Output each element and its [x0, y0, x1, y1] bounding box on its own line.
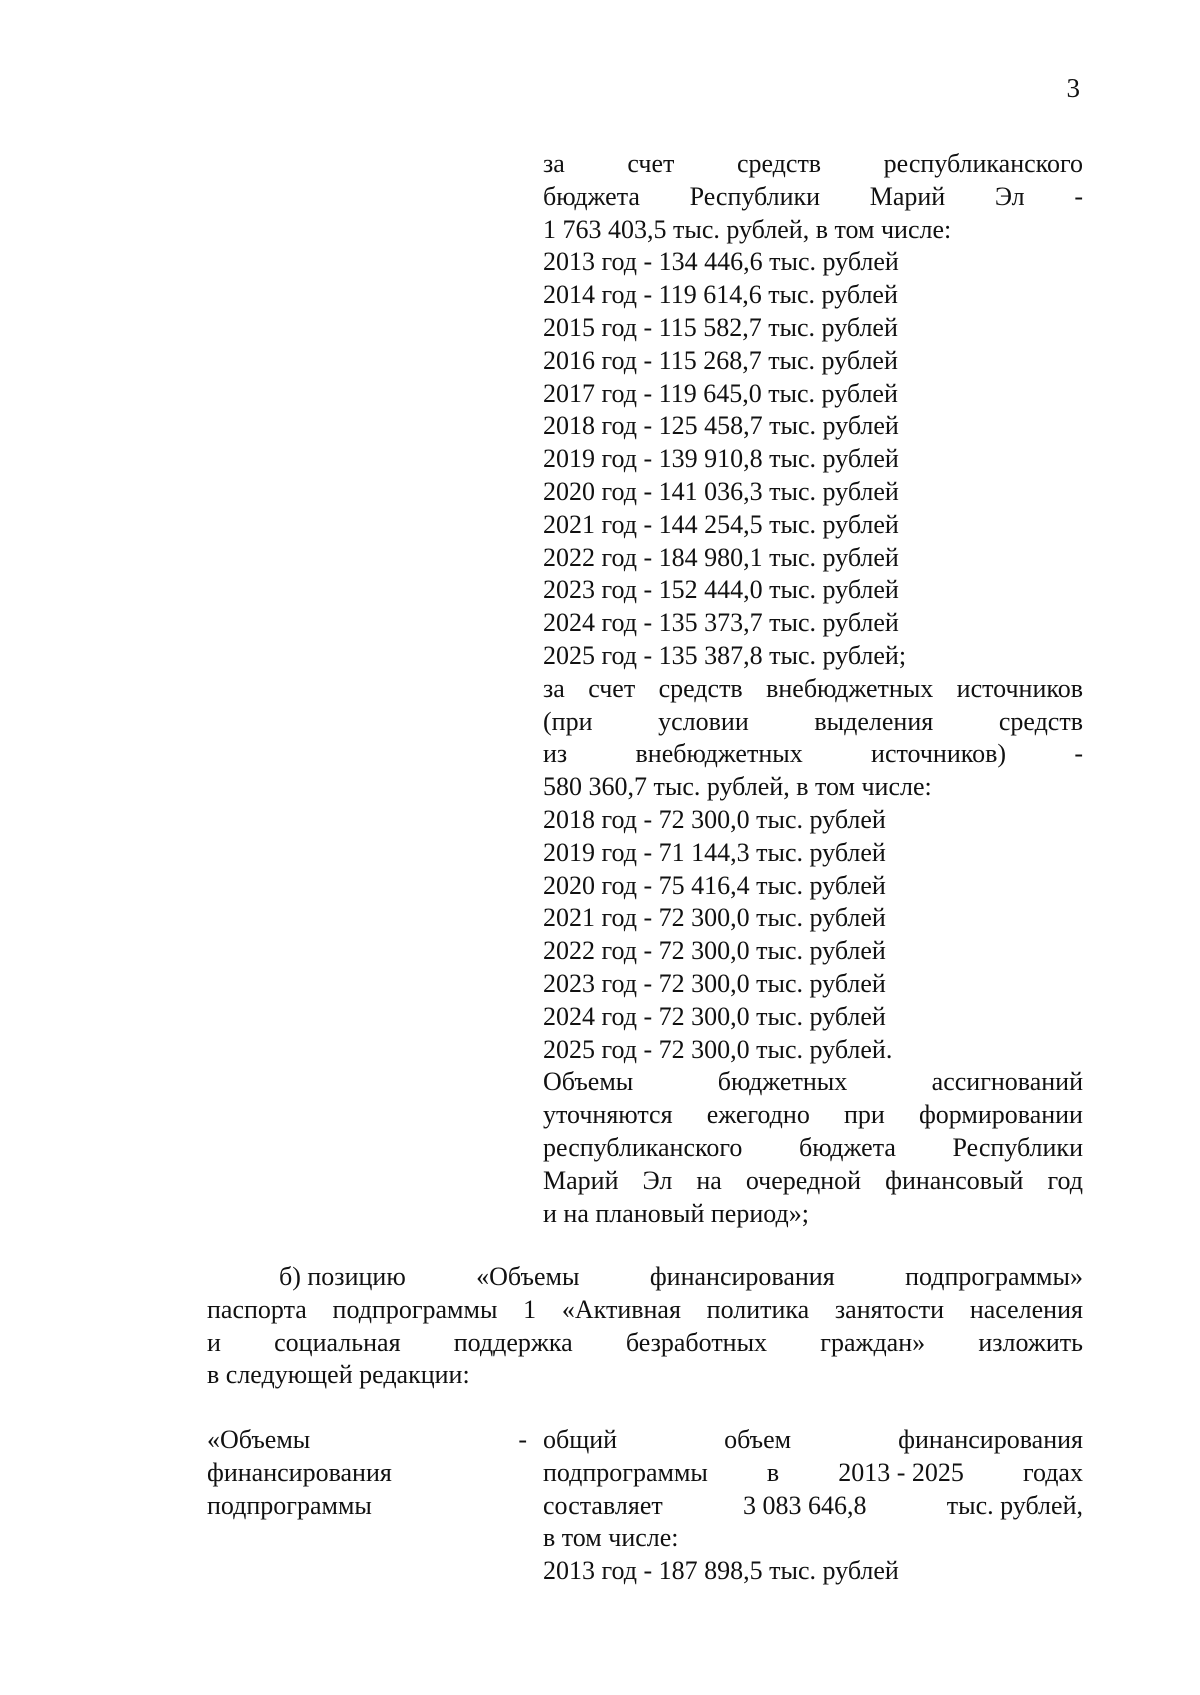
word: счет [588, 673, 636, 703]
word: внебюджетных [766, 673, 934, 703]
word: бюджета [798, 1132, 896, 1162]
word: - [1074, 181, 1083, 211]
word: социальная [274, 1327, 401, 1357]
word: из [543, 739, 568, 769]
word: в [766, 1457, 780, 1487]
year-amount-line: 2022 год - 72 300,0 тыс. рублей [543, 936, 886, 966]
year-amount-line: 2018 год - 125 458,7 тыс. рублей [543, 411, 899, 441]
word: финансирования [649, 1262, 835, 1291]
year-amount-line: 2024 год - 72 300,0 тыс. рублей [543, 1001, 886, 1031]
year-amount-line: 2021 год - 144 254,5 тыс. рублей [543, 509, 899, 539]
word: средств [998, 706, 1083, 736]
word: внебюджетных [635, 739, 803, 769]
year-amount-line: 2019 год - 71 144,3 тыс. рублей [543, 837, 886, 867]
word: Марий [869, 181, 946, 211]
word: финансовый [885, 1165, 1024, 1195]
word: очередной [745, 1165, 862, 1195]
republic-years-list [543, 246, 1083, 672]
word: за [543, 673, 565, 703]
text-line [543, 738, 1083, 771]
word: политика [706, 1294, 810, 1324]
passport-label-line: финансирования [207, 1457, 392, 1487]
text-line [543, 1132, 1083, 1165]
word: за [543, 149, 565, 178]
year-amount-line: 2016 год - 115 268,7 тыс. рублей [543, 345, 898, 375]
passport-label-line: подпрограммы [207, 1490, 372, 1520]
year-amount-line: 2015 год - 115 582,7 тыс. рублей [543, 312, 898, 342]
republic-budget-heading [543, 148, 1083, 214]
offbudget-total: 580 360,7 тыс. рублей, в том числе: [543, 772, 932, 802]
word: средств [658, 673, 743, 703]
word: занятости [834, 1294, 945, 1324]
word: Республики [952, 1132, 1083, 1162]
word: Республики [689, 181, 821, 211]
text-line [543, 1099, 1083, 1132]
offbudget-heading [543, 673, 1083, 771]
word: подпрограммы [332, 1294, 498, 1324]
text-line [543, 706, 1083, 739]
text-line [543, 181, 1083, 214]
word: средств [736, 149, 822, 178]
word: Марий [543, 1165, 619, 1195]
word: «Объемы [476, 1262, 580, 1291]
funding-continuation [543, 148, 1083, 1230]
year-amount-line: 2022 год - 184 980,1 тыс. рублей [543, 542, 899, 572]
budget-note [543, 1066, 1083, 1197]
word: источников [956, 673, 1083, 703]
word: объем [724, 1425, 792, 1454]
year-amount-line: 2019 год - 139 910,8 тыс. рублей [543, 444, 899, 474]
word: граждан» [820, 1327, 926, 1357]
page-number: 3 [1066, 73, 1080, 103]
text-line [207, 1327, 1083, 1360]
word: при [843, 1100, 885, 1130]
year-amount-line: 2023 год - 72 300,0 тыс. рублей [543, 968, 886, 998]
word: формировании [918, 1100, 1083, 1130]
word: безработных [625, 1327, 768, 1357]
text-line [543, 148, 1083, 181]
year-amount-line: 2020 год - 75 416,4 тыс. рублей [543, 870, 886, 900]
word: выделения [814, 706, 934, 736]
item-b-last-line: в следующей редакции: [207, 1360, 470, 1390]
offbudget-years-list [543, 804, 1083, 1066]
word: финансирования [898, 1425, 1083, 1454]
year-amount-line: 2025 год - 135 387,8 тыс. рублей; [543, 640, 907, 670]
year-amount-line: 2017 год - 119 645,0 тыс. рублей [543, 378, 898, 408]
word: бюджетных [717, 1067, 848, 1097]
word: Объемы [543, 1067, 634, 1097]
word: подпрограммы» [905, 1262, 1083, 1291]
word: населения [969, 1294, 1083, 1324]
text-line [543, 1457, 1083, 1490]
passport-position-value [543, 1424, 1083, 1588]
word: б) позицию [279, 1262, 406, 1291]
year-amount-line: 2023 год - 152 444,0 тыс. рублей [543, 575, 899, 605]
word: изложить [978, 1327, 1083, 1357]
text-line: в том числе: [543, 1523, 679, 1553]
word: «Активная [561, 1294, 681, 1324]
year-amount-line: 2013 год - 134 446,6 тыс. рублей [543, 247, 899, 277]
republic-budget-total: 1 763 403,5 тыс. рублей, в том числе: [543, 214, 952, 244]
word: поддержка [453, 1327, 573, 1357]
word: ассигнований [931, 1067, 1083, 1097]
word: паспорта [207, 1294, 307, 1324]
year-amount-line: 2018 год - 72 300,0 тыс. рублей [543, 804, 886, 834]
word: уточняются [543, 1100, 673, 1130]
word: бюджета [543, 181, 640, 211]
word: 3 083 646,8 [743, 1490, 867, 1520]
word: общий [543, 1425, 618, 1454]
text-line [543, 1066, 1083, 1099]
word: ежегодно [706, 1100, 810, 1130]
year-amount-line: 2020 год - 141 036,3 тыс. рублей [543, 476, 899, 506]
passport-label-first: «Объемы [207, 1425, 311, 1454]
passport-position-label [207, 1424, 527, 1522]
word: год [1047, 1165, 1083, 1195]
word: Эл [994, 181, 1025, 211]
text-line [543, 1424, 1083, 1457]
word: республиканского [543, 1132, 743, 1162]
word: Эл [642, 1165, 673, 1195]
word: республиканского [883, 149, 1083, 178]
year-amount-line: 2021 год - 72 300,0 тыс. рублей [543, 903, 886, 933]
text-line [207, 1294, 1083, 1327]
item-b-paragraph [207, 1261, 1083, 1392]
word: и [207, 1327, 221, 1357]
word: (при [543, 706, 593, 736]
text-line: 2013 год - 187 898,5 тыс. рублей [543, 1556, 899, 1586]
text-line [543, 673, 1083, 706]
word: на [696, 1165, 722, 1195]
word: условии [658, 706, 749, 736]
word: 2013 - 2025 [838, 1457, 964, 1487]
word: подпрограммы [543, 1457, 708, 1487]
word: составляет [543, 1490, 663, 1520]
word: тыс. рублей, [946, 1490, 1083, 1520]
text-line [207, 1261, 1083, 1294]
word: счет [627, 149, 675, 178]
word: - [1074, 739, 1083, 769]
text-line [543, 1490, 1083, 1523]
year-amount-line: 2025 год - 72 300,0 тыс. рублей. [543, 1034, 893, 1064]
word: годах [1022, 1457, 1083, 1487]
passport-dash: - [518, 1425, 527, 1454]
budget-note-last-line: и на плановый период»; [543, 1198, 809, 1228]
word: 1 [523, 1294, 537, 1324]
word: источников) [871, 739, 1006, 769]
year-amount-line: 2014 год - 119 614,6 тыс. рублей [543, 280, 898, 310]
text-line [543, 1165, 1083, 1198]
year-amount-line: 2024 год - 135 373,7 тыс. рублей [543, 608, 899, 638]
